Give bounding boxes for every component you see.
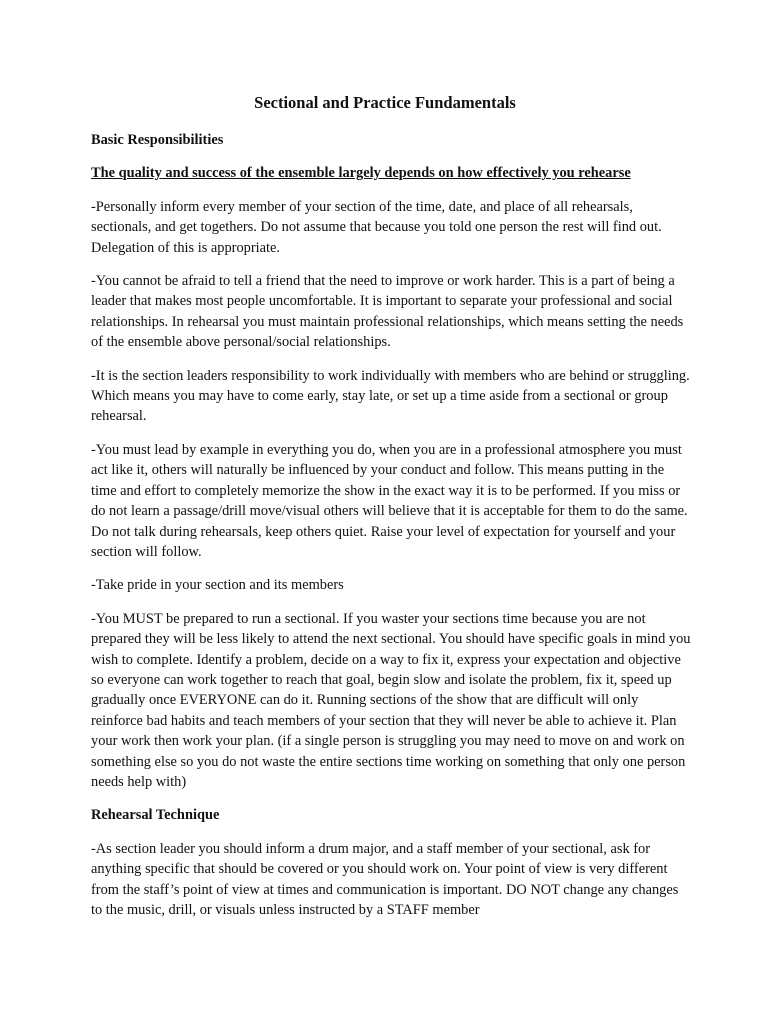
section-heading-basic-responsibilities: Basic Responsibilities xyxy=(91,132,224,148)
section-heading-rehearsal-technique: Rehearsal Technique xyxy=(91,807,220,824)
paragraph-work-individually: -It is the section leaders responsibility to work individually with members who are behind or struggling. Which means you may have to come early, stay late, or set up a time aside from a sectional or group rehearsal. xyxy=(91,367,690,425)
section-lead-statement: The quality and success of the ensemble largely depends on how effectively you rehearse xyxy=(91,165,631,182)
document-title: Sectional and Practice Fundamentals xyxy=(254,93,516,112)
paragraph-inform-members: -Personally inform every member of your section of the time, date, and place of all rehearsals, sectionals, and get togethers. Do not assume that because you told one person the rest will find out. Delegation of this is appropriate. xyxy=(91,198,662,256)
paragraph-be-prepared: -You MUST be prepared to run a sectional. If you waster your sections time because you are not prepared they will be less likely to attend the next sectional. You should have specific goals in mind you wish to complete. Identify a problem, decide on a way to fix it, express your expectation and objective so everyone can work together to reach that goal, begin slow and isolate the problem, fix it, speed up gradually once EVERYONE can do it. Running sections of the show that are difficult will only reinforce bad habits and teach members of your section that they will never be able to achieve it. Plan your work then work your plan. (if a single person is struggling you may need to move on and work on something else so you do not waste the entire sections time working on something that only one person needs help with) xyxy=(91,610,691,790)
paragraph-tell-a-friend: -You cannot be afraid to tell a friend that the need to improve or work harder. This is a part of being a leader that makes most people uncomfortable. It is important to separate your professional and social relationships. In rehearsal you must maintain professional relationships, which means setting the needs of the ensemble above personal/social relationships. xyxy=(91,273,684,351)
paragraph-inform-drum-major: -As section leader you should inform a drum major, and a staff member of your sectional, ask for anything specific that should be covered or you should work on. Your point of view is very different from the staff’s point of view at times and communication is important. DO NOT change any changes to the music, drill, or visuals unless instructed by a STAFF member xyxy=(91,840,679,918)
paragraph-lead-by-example: -You must lead by example in everything you do, when you are in a professional atmosphere you must act like it, others will naturally be influenced by your conduct and follow. This means putting in the time and effort to completely memorize the show in the exact way it is to be performed. If you miss or do not learn a passage/drill move/visual others will believe that it is acceptable for them to do the same. Do not talk during rehearsals, keep others quiet. Raise your level of expectation for yourself and your section will follow. xyxy=(91,441,688,560)
document-body xyxy=(91,130,693,933)
paragraph-take-pride: -Take pride in your section and its members xyxy=(91,577,344,594)
